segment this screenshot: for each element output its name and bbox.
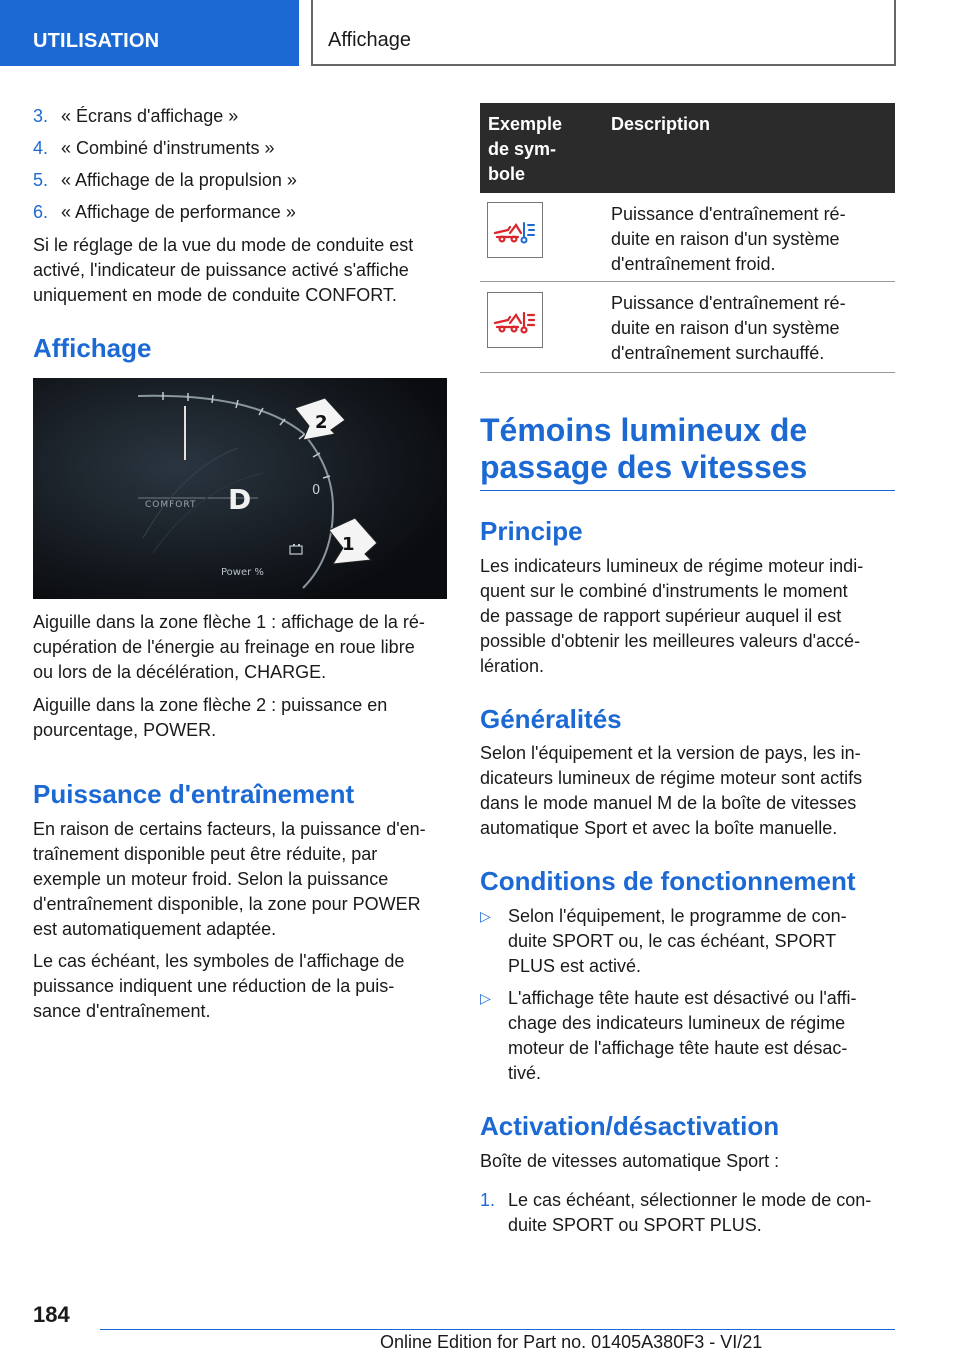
- row-description: Puissance d'entraînement ré- duite en raison d'un système d'entraînement surchauffé.: [611, 293, 846, 363]
- heading-divider: [480, 490, 895, 491]
- reduced-power-overheated-icon: [487, 292, 543, 348]
- generalites-heading: Généralités: [480, 704, 622, 734]
- principe-paragraph: Les indicateurs lumineux de régime moteur indi- quent sur le combiné d'instruments le moment de passage de rapport supérieur auquel il est possible d'obtenir les meilleures valeurs d'accé- lération.: [480, 556, 864, 676]
- generalites-paragraph: Selon l'équipement et la version de pays, les in- dicateurs lumineux de régime moteur sont actifs dans le mode manuel M de la boîte de vitesses automatique Sport et avec la boîte manuelle.: [480, 743, 863, 838]
- page-title-box: [311, 0, 896, 66]
- column-header-description: Description: [611, 114, 711, 134]
- puissance-heading: Puissance d'entraînement: [33, 779, 355, 809]
- column-header-symbol: Exemple de sym- bole: [488, 114, 563, 184]
- caption-arrow-1: Aiguille dans la zone flèche 1 : affichage de la ré- cupération de l'énergie au freinage en roue libre ou lors de la décélération, CHARGE.: [33, 612, 425, 682]
- activation-heading: Activation/désactivation: [480, 1111, 780, 1141]
- principe-heading: Principe: [480, 516, 583, 546]
- row-description: Puissance d'entraînement ré- duite en raison d'un système d'entraînement froid.: [611, 204, 846, 274]
- cluster-illustration: [33, 378, 447, 599]
- comfort-label: COMFORT: [145, 500, 197, 510]
- affichage-heading: Affichage: [33, 333, 152, 363]
- conditions-heading: Conditions de fonctionnement: [480, 866, 856, 896]
- power-label: Power %: [221, 567, 264, 578]
- zero-label: 0: [312, 483, 321, 498]
- page-number: 184: [33, 1302, 70, 1327]
- symbol-table-header: [480, 103, 895, 193]
- instrument-cluster-image: [33, 378, 447, 599]
- table-row: [480, 282, 895, 373]
- caption-arrow-2: Aiguille dans la zone flèche 2 : puissance en pourcentage, POWER.: [33, 695, 388, 740]
- section-tab[interactable]: [0, 0, 299, 66]
- gear-indicator: D: [228, 483, 252, 516]
- activation-intro: Boîte de vitesses automatique Sport :: [480, 1151, 780, 1171]
- bullet-triangle-icon: ▷: [480, 990, 491, 1006]
- table-row: [480, 193, 895, 282]
- section-label: UTILISATION: [33, 30, 160, 52]
- bullet-triangle-icon: ▷: [480, 908, 491, 924]
- footer-edition: Online Edition for Part no. 01405A380F3 - VI/21: [380, 1332, 763, 1352]
- footer-divider: [100, 1329, 895, 1330]
- puissance-paragraph-2: Le cas échéant, les symboles de l'affichage de puissance indiquent une réduction de la puis- sance d'entraînement.: [33, 951, 405, 1021]
- svg-text:2: 2: [315, 412, 328, 433]
- page-title: Affichage: [328, 29, 412, 51]
- intro-paragraph: Si le réglage de la vue du mode de conduite est activé, l'indicateur de puissance activé s'affiche uniquement en mode de conduite CONFORT.: [33, 235, 414, 305]
- reduced-power-cold-icon: [487, 202, 543, 258]
- step-number: 1.: [480, 1190, 496, 1210]
- svg-text:1: 1: [342, 534, 355, 555]
- puissance-paragraph-1: En raison de certains facteurs, la puissance d'en- traînement disponible peut être réduite, par exemple un moteur froid. Selon la puissance d'entraînement disponible, la zone pour POWER est automatiquement adaptée.: [33, 819, 426, 939]
- temoins-heading: Témoins lumineux de passage des vitesses: [480, 412, 808, 485]
